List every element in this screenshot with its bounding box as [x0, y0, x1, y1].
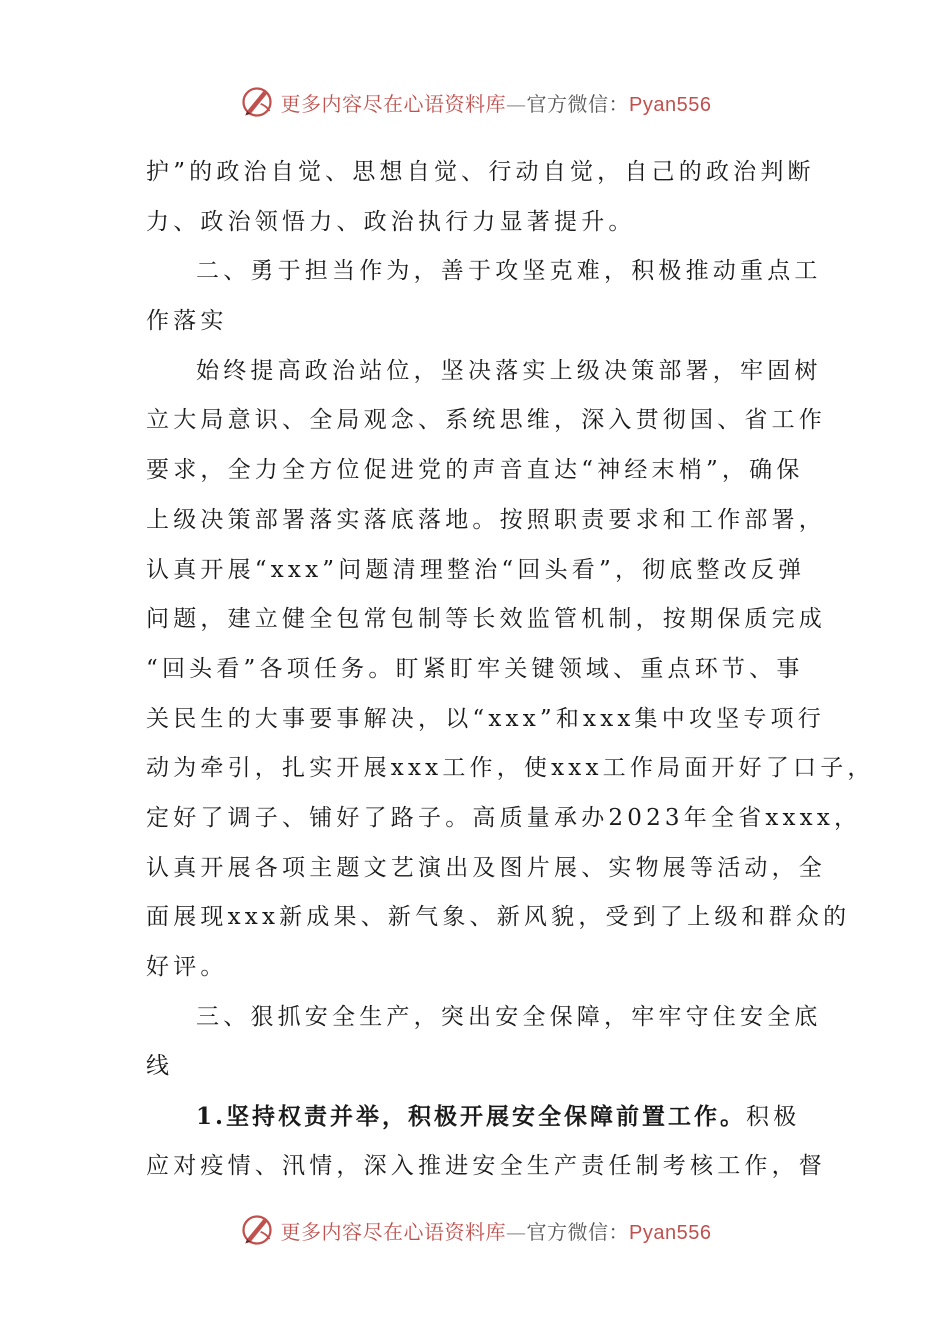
section-heading-2: 二、勇于担当作为，善于攻坚克难，积极推动重点工 — [196, 258, 822, 285]
banner-wechat-id: Pyan556 — [629, 1221, 712, 1244]
banner-main: 更多内容尽在心语资料库 — [280, 1219, 507, 1244]
subsection-text: 积极 — [746, 1104, 801, 1131]
subsection-line — [146, 1092, 826, 1142]
subsection-heading: 1.坚持权责并举，积极开展安全保障前置工作。 — [196, 1103, 747, 1131]
section-heading-3: 三、狠抓安全生产，突出安全保障，牢牢守住安全底 — [196, 1003, 822, 1030]
body-line: 认真开展“xxx”问题清理整治“回头看”，彻底整改反弹 — [146, 556, 806, 583]
section-heading-2-cont: 作落实 — [146, 308, 228, 335]
body-line: 认真开展各项主题文艺演出及图片展、实物展等活动，全 — [146, 854, 826, 881]
section-heading-3-cont: 线 — [146, 1053, 174, 1080]
header-banner — [0, 82, 950, 122]
body-line: 定好了调子、铺好了路子。高质量承办2023年全省xxxx， — [146, 804, 862, 831]
body-line: 上级决策部署落实落底落地。按照职责要求和工作部署， — [146, 506, 826, 533]
pen-logo-icon — [239, 84, 275, 120]
banner-dash: — — [506, 1219, 527, 1244]
body-line: 始终提高政治站位，坚决落实上级决策部署，牢固树 — [196, 357, 822, 384]
body-line: 面展现xxx新成果、新气象、新风貌，受到了上级和群众的 — [146, 904, 851, 931]
banner-wechat-id: Pyan556 — [629, 93, 712, 116]
body-line: 护”的政治自觉、思想自觉、行动自觉，自己的政治判断 — [146, 159, 815, 185]
body-line: 问题，建立健全包常包制等长效监管机制，按期保质完成 — [146, 606, 826, 633]
banner-label: 官方微信： — [526, 91, 630, 116]
body-line: 关民生的大事要事解决，以“xxx”和xxx集中攻坚专项行 — [146, 705, 825, 732]
body-line: 要求，全力全方位促进党的声音直达“神经末梢”，确保 — [146, 457, 804, 484]
body-line: “回头看”各项任务。盯紧盯牢关键领域、重点环节、事 — [146, 655, 804, 682]
banner-label: 官方微信： — [526, 1219, 630, 1244]
pen-logo-icon — [239, 1212, 275, 1248]
footer-banner — [0, 1210, 950, 1250]
body-line: 力、政治领悟力、政治执行力显著提升。 — [146, 208, 636, 235]
banner-text — [281, 1216, 712, 1245]
body-line: 好评。 — [146, 954, 228, 980]
document-body — [146, 148, 875, 1191]
banner-dash: — — [506, 91, 527, 116]
body-line: 立大局意识、全局观念、系统思维，深入贯彻国、省工作 — [146, 407, 826, 434]
body-line: 动为牵引，扎实开展xxx工作，使xxx工作局面开好了口子， — [146, 755, 875, 782]
body-line: 应对疫情、汛情，深入推进安全生产责任制考核工作，督 — [146, 1152, 826, 1179]
banner-text — [281, 88, 712, 117]
banner-main: 更多内容尽在心语资料库 — [280, 91, 507, 116]
